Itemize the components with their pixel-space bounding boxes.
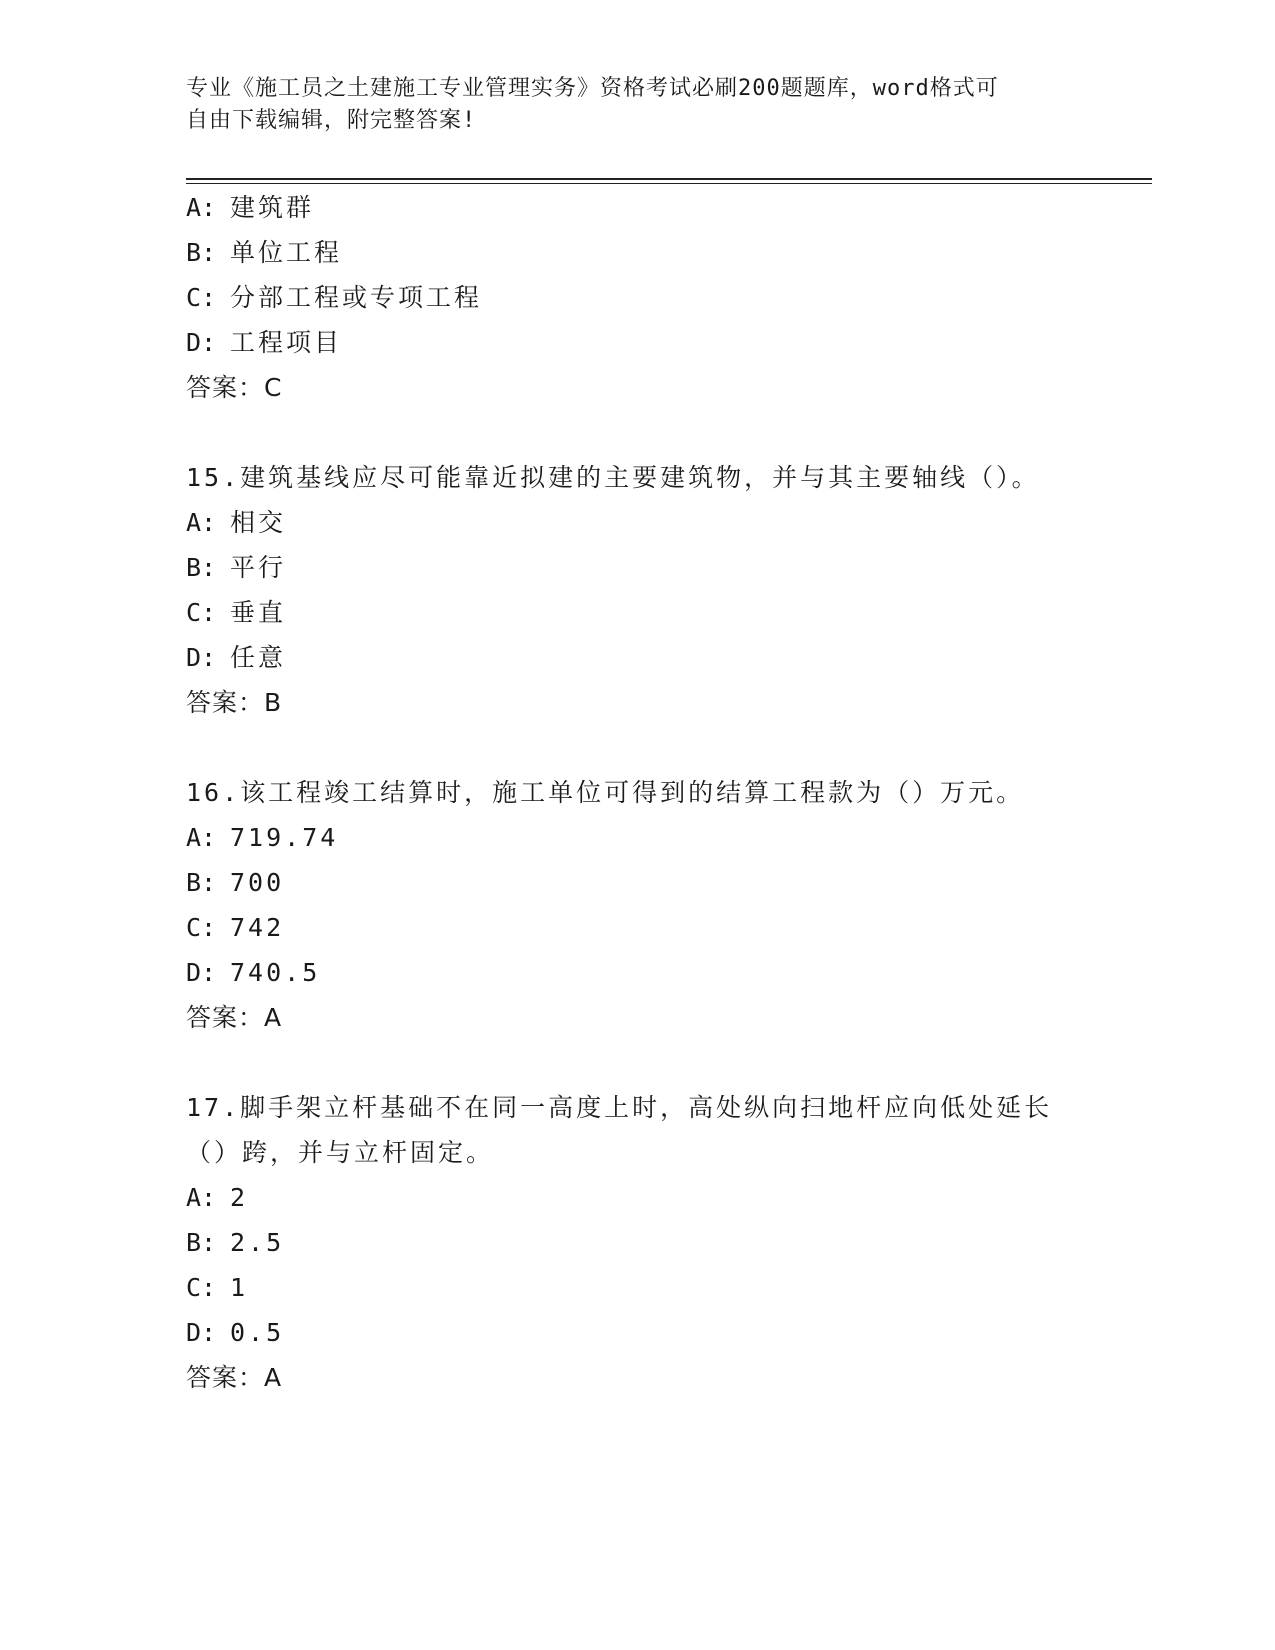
option-key: D: [186,643,217,672]
option-text: 1 [230,1273,249,1302]
option-key: A: [186,823,217,852]
header-line-2: 自由下载编辑，附完整答案! [186,108,477,133]
q15-stem: 15.建筑基线应尽可能靠近拟建的主要建筑物，并与其主要轴线（）。 [186,463,1040,492]
q14-option-c [186,282,482,314]
q16-answer: 答案：A [186,1003,283,1032]
option-key: B: [186,868,217,897]
option-text: 700 [230,868,285,897]
q16-stem: 16.该工程竣工结算时，施工单位可得到的结算工程款为（）万元。 [186,778,1025,807]
q16-option-b [186,867,284,899]
option-text: 建筑群 [230,193,315,222]
option-key: C: [186,283,217,312]
option-text: 2.5 [230,1228,285,1257]
option-key: B: [186,1228,217,1257]
q14-option-b [186,237,342,269]
header-divider-thick [186,178,1152,180]
option-key: C: [186,1273,217,1302]
q15-option-a [186,507,286,539]
option-key: C: [186,913,217,942]
q16-option-d [186,957,320,989]
q17-option-c [186,1272,248,1304]
option-text: 719.74 [230,823,339,852]
option-key: B: [186,238,217,267]
option-text: 任意 [230,643,287,672]
option-text: 相交 [230,508,287,537]
option-key: D: [186,1318,217,1347]
option-text: 740.5 [230,958,321,987]
q15-option-b [186,552,286,584]
q16-option-a [186,822,338,854]
option-text: 分部工程或专项工程 [230,283,483,312]
option-key: C: [186,598,217,627]
q16-option-c [186,912,284,944]
document-header [186,73,1066,137]
option-key: A: [186,193,217,222]
q17-option-a [186,1182,248,1214]
q17-stem-line-2: （）跨，并与立杆固定。 [186,1138,495,1167]
option-key: D: [186,328,217,357]
option-key: B: [186,553,217,582]
option-key: D: [186,958,217,987]
q15-answer: 答案：B [186,688,283,717]
q15-option-d [186,642,286,674]
header-divider-thin [186,183,1152,184]
option-text: 工程项目 [230,328,343,357]
option-text: 742 [230,913,285,942]
option-text: 0.5 [230,1318,285,1347]
header-line-1: 专业《施工员之土建施工专业管理实务》资格考试必刷200题题库，word格式可 [186,76,999,101]
q14-option-d [186,327,342,359]
q14-answer: 答案：C [186,373,283,402]
option-text: 2 [230,1183,249,1212]
option-text: 平行 [230,553,287,582]
option-text: 单位工程 [230,238,343,267]
q17-stem-line-1: 17.脚手架立杆基础不在同一高度上时，高处纵向扫地杆应向低处延长 [186,1093,1053,1122]
q17-option-b [186,1227,284,1259]
option-key: A: [186,1183,217,1212]
option-text: 垂直 [230,598,287,627]
q17-option-d [186,1317,284,1349]
q15-option-c [186,597,286,629]
q14-option-a [186,192,314,224]
option-key: A: [186,508,217,537]
q17-answer: 答案：A [186,1363,283,1392]
